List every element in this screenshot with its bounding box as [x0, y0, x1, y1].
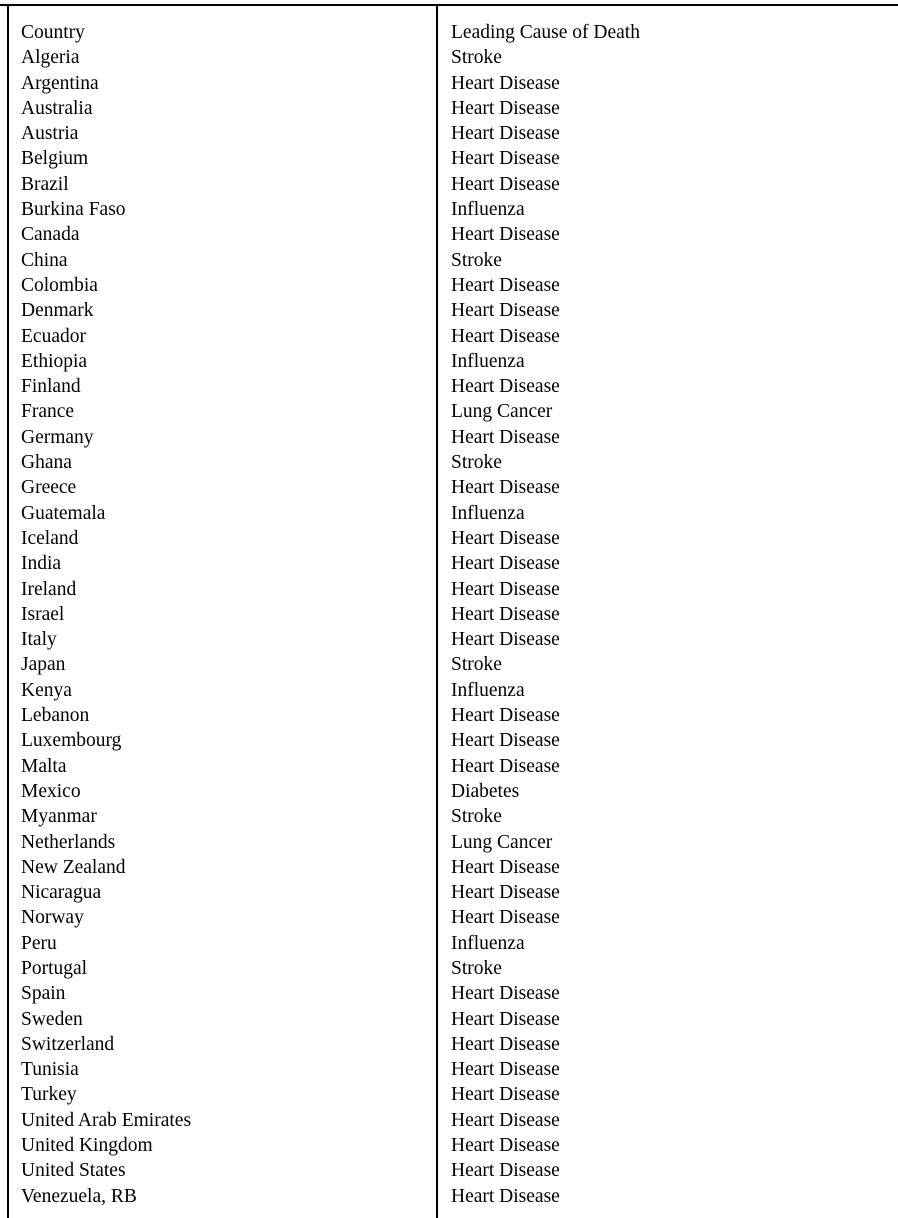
country-cell: United Arab Emirates — [21, 1109, 192, 1131]
country-cell: Venezuela, RB — [21, 1185, 137, 1207]
cause-cell: Stroke — [451, 654, 502, 676]
cause-cell: Influenza — [451, 679, 525, 701]
country-cell: Sweden — [21, 1008, 83, 1030]
cause-cell: Heart Disease — [451, 173, 560, 195]
country-cell: Denmark — [21, 300, 94, 322]
country-cell: Greece — [21, 477, 77, 499]
country-cell: Finland — [21, 376, 81, 398]
country-cell: Ghana — [21, 452, 72, 474]
country-cell: Spain — [21, 983, 66, 1005]
cause-cell: Heart Disease — [451, 1135, 560, 1157]
country-header: Country — [21, 22, 85, 43]
country-cell: France — [21, 401, 75, 423]
country-cell: Lebanon — [21, 705, 90, 727]
cause-cell: Stroke — [451, 957, 502, 979]
country-cell: Kenya — [21, 679, 72, 701]
cause-cell: Heart Disease — [451, 148, 560, 170]
cause-cell: Heart Disease — [451, 705, 560, 727]
country-cell: Portugal — [21, 957, 88, 979]
country-cell: Guatemala — [21, 502, 106, 524]
top-border — [0, 4, 898, 6]
cause-cell: Heart Disease — [451, 856, 560, 878]
country-cell: Myanmar — [21, 806, 97, 828]
country-cell: Peru — [21, 932, 57, 954]
cause-cell: Heart Disease — [451, 97, 560, 119]
country-cell: United Kingdom — [21, 1135, 153, 1157]
cause-cell: Heart Disease — [451, 1160, 560, 1182]
cause-cell: Lung Cancer — [451, 401, 553, 423]
country-cell: Norway — [21, 907, 84, 929]
cause-header: Leading Cause of Death — [451, 22, 640, 43]
cause-cell: Influenza — [451, 199, 525, 221]
cause-cell: Heart Disease — [451, 629, 560, 651]
country-cell: Switzerland — [21, 1033, 115, 1055]
cause-cell: Heart Disease — [451, 123, 560, 145]
country-cell: Turkey — [21, 1084, 77, 1106]
cause-cell: Heart Disease — [451, 325, 560, 347]
country-cell: New Zealand — [21, 856, 126, 878]
country-cell: Israel — [21, 603, 65, 625]
cause-cell: Heart Disease — [451, 1084, 560, 1106]
country-cell: Luxembourg — [21, 730, 122, 752]
country-cell: Colombia — [21, 274, 98, 296]
country-cell: Ireland — [21, 578, 77, 600]
country-cell: Tunisia — [21, 1059, 79, 1081]
cause-cell: Heart Disease — [451, 1185, 560, 1207]
cause-cell: Heart Disease — [451, 882, 560, 904]
country-cell: Netherlands — [21, 831, 116, 853]
cause-cell: Stroke — [451, 452, 502, 474]
cause-cell: Heart Disease — [451, 1059, 560, 1081]
country-cell: India — [21, 553, 62, 575]
cause-cell: Heart Disease — [451, 426, 560, 448]
cause-cell: Heart Disease — [451, 1008, 560, 1030]
column-divider — [436, 5, 438, 1218]
cause-cell: Influenza — [451, 350, 525, 372]
cause-cell: Heart Disease — [451, 983, 560, 1005]
cause-cell: Heart Disease — [451, 755, 560, 777]
cause-cell: Heart Disease — [451, 477, 560, 499]
country-cell: Japan — [21, 654, 66, 676]
cause-cell: Heart Disease — [451, 376, 560, 398]
cause-cell: Stroke — [451, 806, 502, 828]
country-cell: Australia — [21, 97, 93, 119]
country-cell: Malta — [21, 755, 67, 777]
cause-cell: Heart Disease — [451, 72, 560, 94]
country-cell: Argentina — [21, 72, 99, 94]
country-cell: Ethiopia — [21, 350, 88, 372]
country-cell: Belgium — [21, 148, 89, 170]
left-border — [7, 5, 9, 1218]
cause-cell: Heart Disease — [451, 224, 560, 246]
country-cell: Mexico — [21, 780, 81, 802]
cause-cell: Influenza — [451, 932, 525, 954]
country-cell: United States — [21, 1160, 126, 1182]
cause-cell: Diabetes — [451, 780, 520, 802]
country-cell: Brazil — [21, 173, 69, 195]
cause-cell: Influenza — [451, 502, 525, 524]
country-cell: Algeria — [21, 47, 80, 69]
country-cell: Austria — [21, 123, 79, 145]
country-cell: Nicaragua — [21, 882, 102, 904]
cause-cell: Heart Disease — [451, 527, 560, 549]
cause-cell: Heart Disease — [451, 578, 560, 600]
country-cell: China — [21, 249, 68, 271]
cause-cell: Stroke — [451, 47, 502, 69]
country-cell: Germany — [21, 426, 94, 448]
country-cell: Canada — [21, 224, 80, 246]
country-column — [21, 20, 191, 1209]
cause-column — [451, 20, 640, 1209]
cause-cell: Heart Disease — [451, 730, 560, 752]
country-cell: Italy — [21, 629, 57, 651]
cause-cell: Heart Disease — [451, 300, 560, 322]
cause-cell: Heart Disease — [451, 274, 560, 296]
cause-cell: Heart Disease — [451, 907, 560, 929]
cause-cell: Heart Disease — [451, 603, 560, 625]
cause-cell: Stroke — [451, 249, 502, 271]
cause-cell: Heart Disease — [451, 1033, 560, 1055]
cause-cell: Heart Disease — [451, 553, 560, 575]
cause-cell: Lung Cancer — [451, 831, 553, 853]
country-cell: Iceland — [21, 527, 79, 549]
country-cell: Burkina Faso — [21, 199, 126, 221]
cause-cell: Heart Disease — [451, 1109, 560, 1131]
country-cell: Ecuador — [21, 325, 86, 347]
